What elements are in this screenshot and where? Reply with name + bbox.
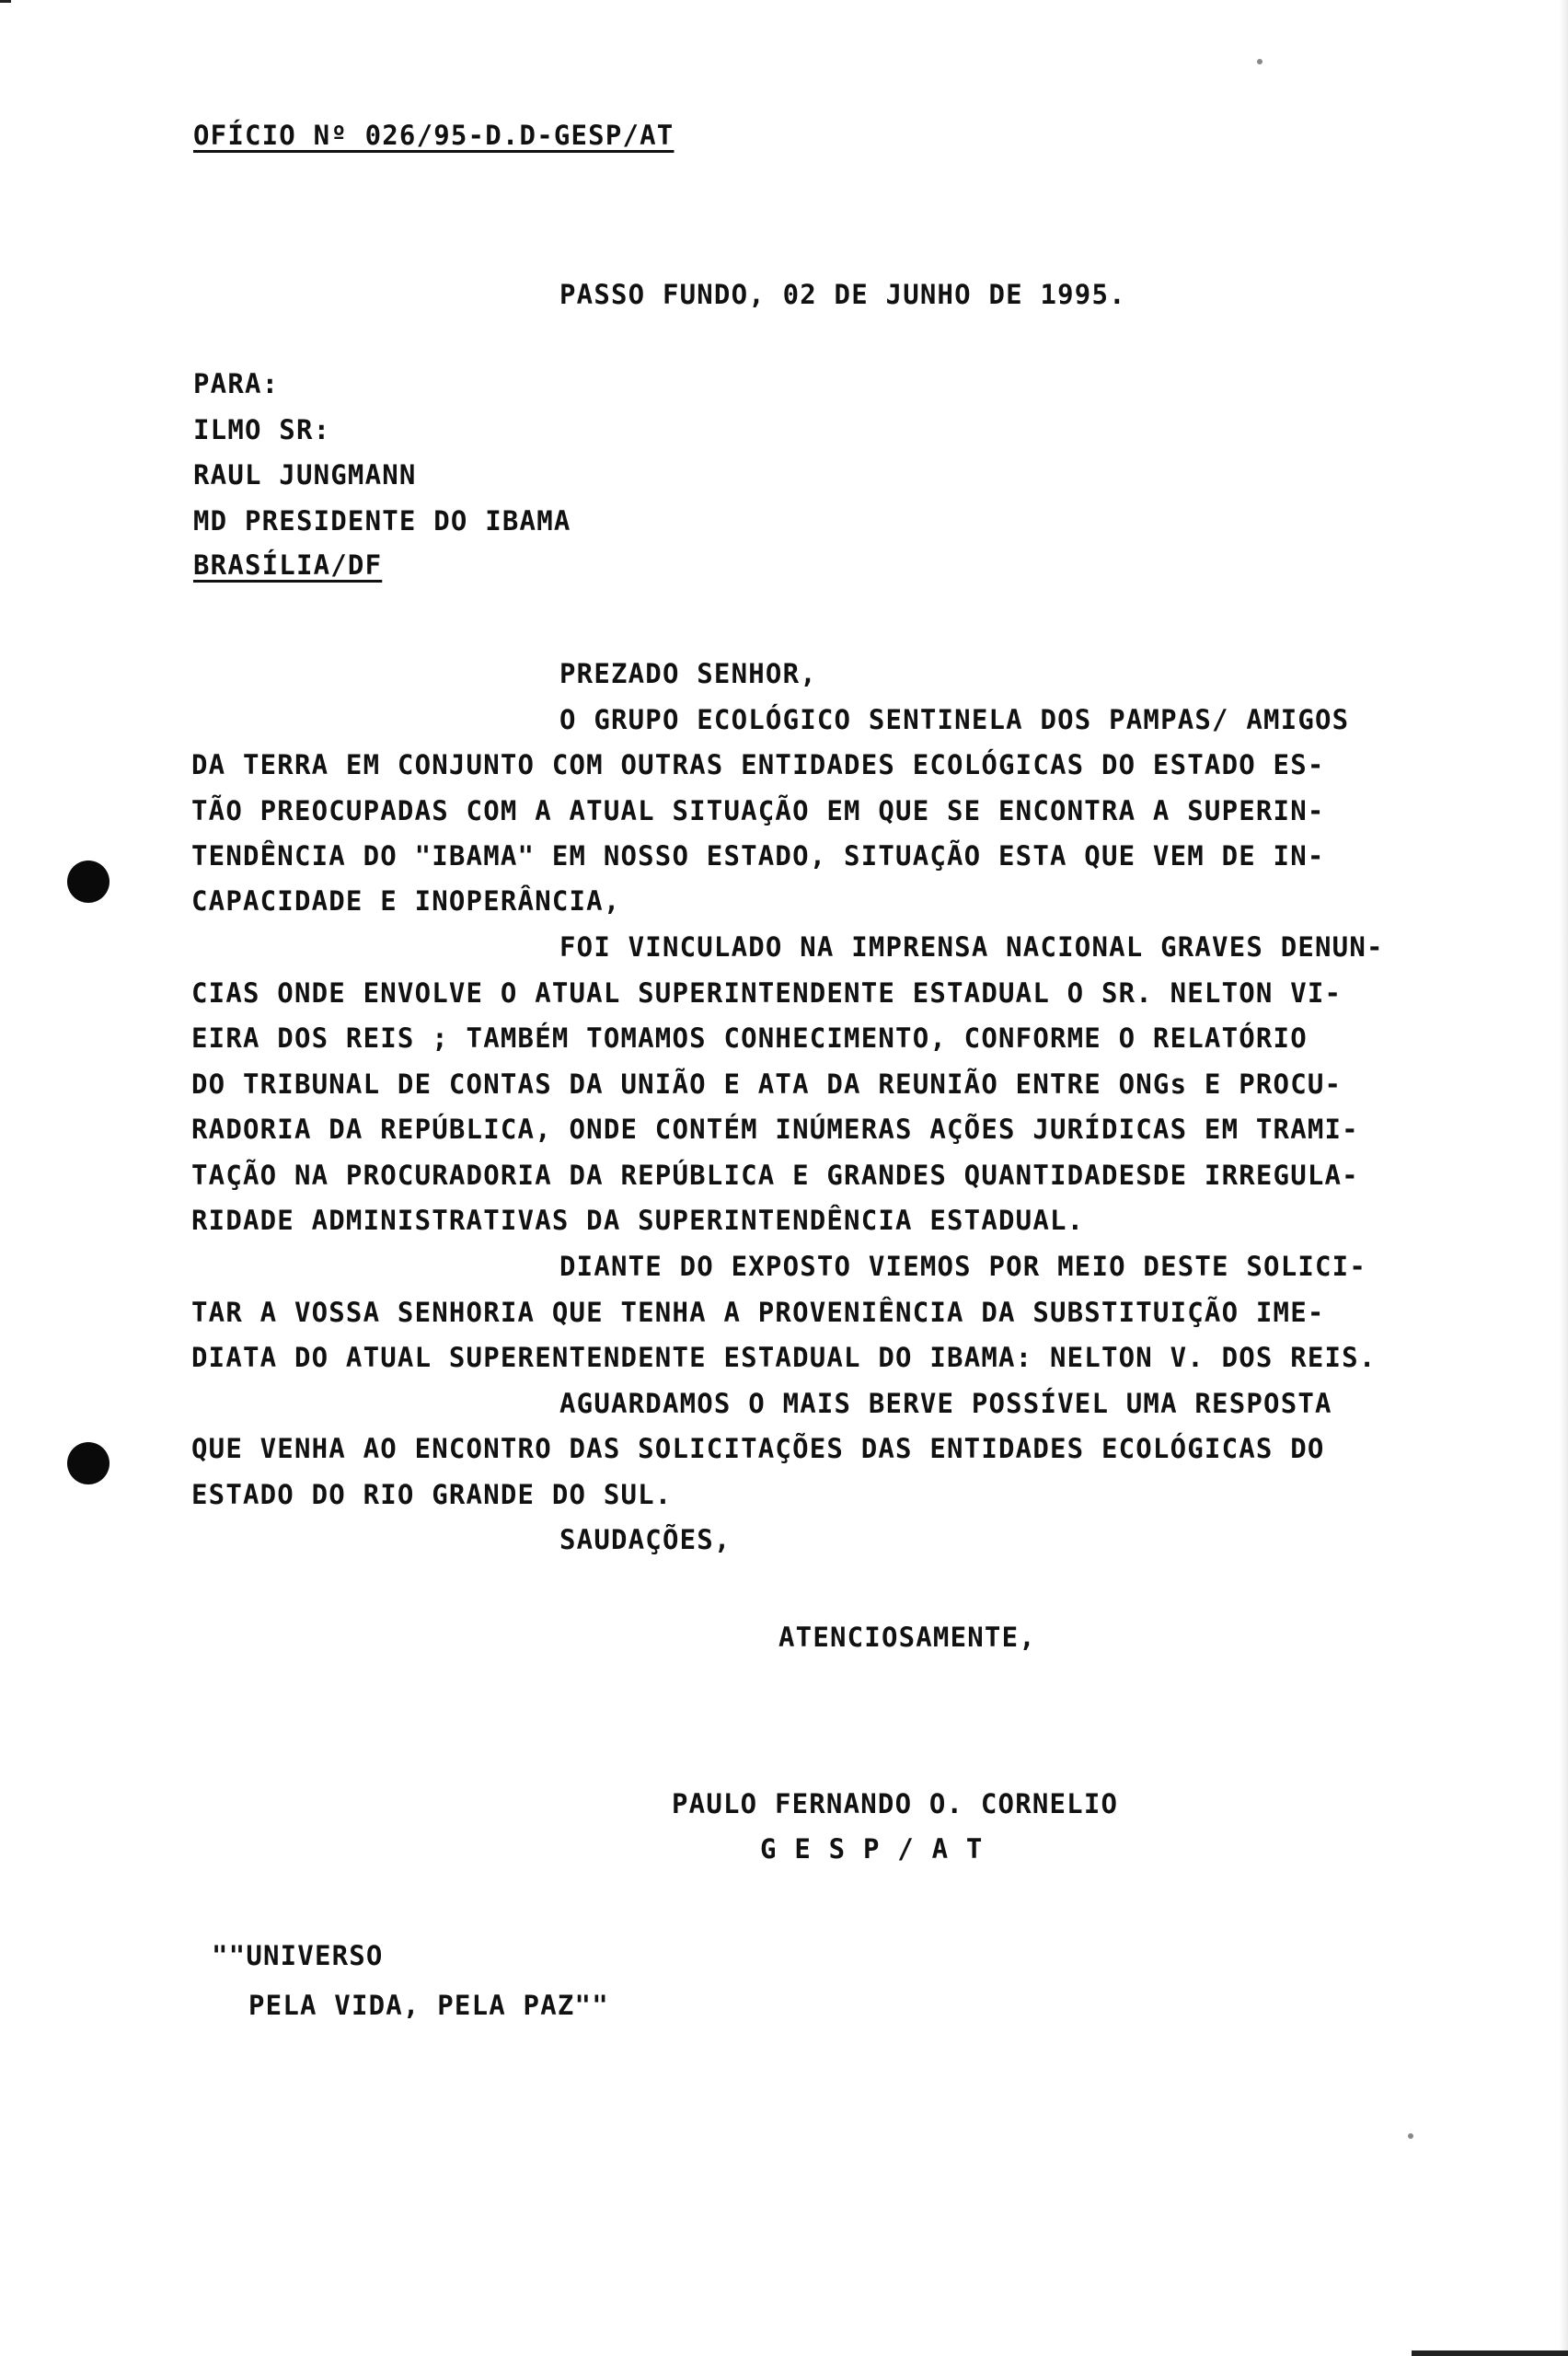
body-line: EIRA DOS REIS ; TAMBÉM TOMAMOS CONHECIMENTO, CONFORME O RELATÓRIO xyxy=(191,1022,1308,1054)
scan-bottom-mark xyxy=(1412,2350,1568,2356)
body-line: DO TRIBUNAL DE CONTAS DA UNIÃO E ATA DA REUNIÃO ENTRE ONGs E PROCU- xyxy=(191,1068,1343,1100)
body-line: DIANTE DO EXPOSTO VIEMOS POR MEIO DESTE SOLICI- xyxy=(559,1251,1366,1282)
body-line: TAR A VOSSA SENHORIA QUE TENHA A PROVENIÊNCIA DA SUBSTITUIÇÃO IME- xyxy=(191,1297,1325,1328)
place-date: PASSO FUNDO, 02 DE JUNHO DE 1995. xyxy=(559,279,1126,310)
scan-speck xyxy=(1257,59,1262,64)
body-line: ESTADO DO RIO GRANDE DO SUL. xyxy=(191,1479,673,1510)
motto-line: PELA VIDA, PELA PAZ"" xyxy=(248,1990,609,2021)
body-line: TÃO PREOCUPADAS COM A ATUAL SITUAÇÃO EM QUE SE ENCONTRA A SUPERIN- xyxy=(191,795,1325,826)
body-line: CAPACIDADE E INOPERÂNCIA, xyxy=(191,885,621,917)
body-line: DIATA DO ATUAL SUPERENTENDENTE ESTADUAL DO IBAMA: NELTON V. DOS REIS. xyxy=(191,1342,1377,1373)
body-line: QUE VENHA AO ENCONTRO DAS SOLICITAÇÕES DAS ENTIDADES ECOLÓGICAS DO xyxy=(191,1433,1325,1464)
body-line: CIAS ONDE ENVOLVE O ATUAL SUPERINTENDENTE ESTADUAL O SR. NELTON VI- xyxy=(191,977,1343,1009)
body-line: RADORIA DA REPÚBLICA, ONDE CONTÉM INÚMERAS AÇÕES JURÍDICAS EM TRAMI- xyxy=(191,1114,1359,1145)
motto-line: ""UNIVERSO xyxy=(212,1940,384,1971)
body-line: TAÇÃO NA PROCURADORIA DA REPÚBLICA E GRANDES QUANTIDADESDE IRREGULA- xyxy=(191,1160,1359,1191)
body-line: TENDÊNCIA DO "IBAMA" EM NOSSO ESTADO, SITUAÇÃO ESTA QUE VEM DE IN- xyxy=(191,840,1325,872)
recipient-line: PARA: xyxy=(193,368,280,399)
body-line: FOI VINCULADO NA IMPRENSA NACIONAL GRAVES DENUN- xyxy=(559,931,1384,963)
scan-edge-mark xyxy=(0,0,11,3)
recipient-line: ILMO SR: xyxy=(193,414,331,445)
signatory-org: G E S P / A T xyxy=(760,1833,984,1865)
body-line: RIDADE ADMINISTRATIVAS DA SUPERINTENDÊNCIA ESTADUAL. xyxy=(191,1205,1085,1236)
closing: ATENCIOSAMENTE, xyxy=(778,1622,1036,1653)
punch-hole xyxy=(67,1442,110,1484)
recipient-city: BRASÍLIA/DF xyxy=(193,549,383,581)
body-line: DA TERRA EM CONJUNTO COM OUTRAS ENTIDADES ECOLÓGICAS DO ESTADO ES- xyxy=(191,749,1325,780)
recipient-name: RAUL JUNGMANN xyxy=(193,459,417,491)
signatory-name: PAULO FERNANDO O. CORNELIO xyxy=(672,1788,1119,1819)
body-line: SAUDAÇÕES, xyxy=(559,1524,732,1555)
punch-hole xyxy=(67,860,110,903)
salutation: PREZADO SENHOR, xyxy=(559,658,817,689)
body-line: O GRUPO ECOLÓGICO SENTINELA DOS PAMPAS/ AMIGOS xyxy=(559,704,1350,735)
document-reference: OFÍCIO Nº 026/95-D.D-GESP/AT xyxy=(193,120,674,151)
body-line: AGUARDAMOS O MAIS BERVE POSSÍVEL UMA RESPOSTA xyxy=(559,1388,1332,1419)
recipient-title: MD PRESIDENTE DO IBAMA xyxy=(193,505,571,537)
scan-right-edge xyxy=(1559,0,1568,2356)
scan-speck xyxy=(1408,2133,1413,2139)
